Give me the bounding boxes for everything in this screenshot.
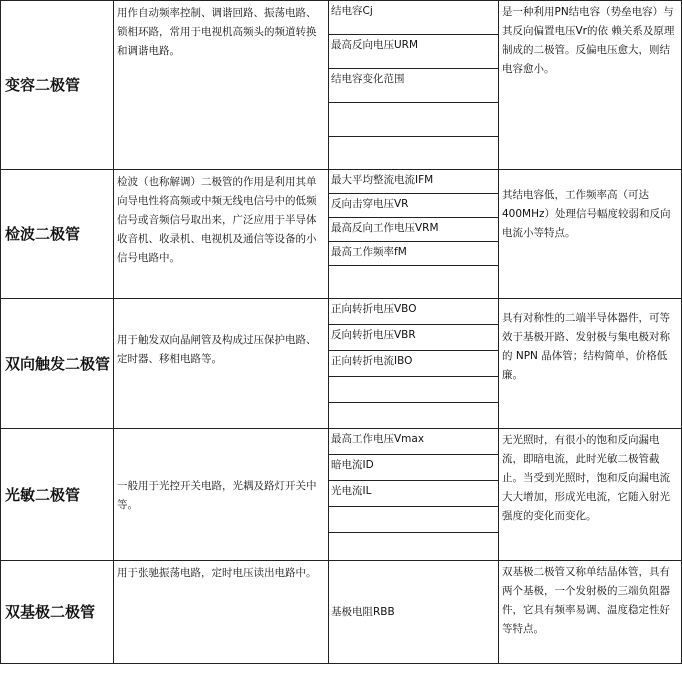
usage-cell: 用于触发双向晶闸管及构成过压保护电路、定时器、移相电路等。 — [114, 299, 329, 429]
feature-cell: 其结电容低，工作频率高（可达400MHz）处理信号幅度较弱和反向电流小等特点。 — [499, 170, 682, 299]
feature-cell: 双基极二极管又称单结晶体管，具有两个基极，一个发射极的三端负阻器件，它具有频率易调、温度稳定性好等特点。 — [499, 561, 682, 664]
parameter-cell: 结电容变化范围 — [329, 69, 499, 103]
parameter-cell: 反向击穿电压VR — [329, 194, 499, 218]
parameter-cell: 最高工作电压Vmax — [329, 429, 499, 455]
parameter-cell: 正向转折电压VBO — [329, 299, 499, 325]
diode-name-cell: 光敏二极管 — [1, 429, 114, 561]
parameter-cell — [329, 103, 499, 137]
parameter-cell — [329, 507, 499, 533]
usage-cell: 检波（也称解调）二极管的作用是利用其单向导电性将高频或中频无线电信号中的低频信号或音频信号取出来，广泛应用于半导体收音机、收录机、电视机及通信等设备的小信号电路中。 — [114, 170, 329, 299]
usage-cell: 用作自动频率控制、调谐回路、振荡电路、锁相环路，常用于电视机高频头的频道转换和调谐电路。 — [114, 1, 329, 170]
parameter-cell: 最高反向工作电压VRM — [329, 218, 499, 242]
parameter-cell — [329, 266, 499, 299]
parameter-cell: 正向转折电流IBO — [329, 351, 499, 377]
parameter-cell — [329, 403, 499, 429]
feature-cell: 具有对称性的二端半导体器件，可等效于基极开路、发射极与集电极对称的 NPN 晶体管；结构简单，价格低廉。 — [499, 299, 682, 429]
usage-cell: 一般用于光控开关电路，光耦及路灯开关中等。 — [114, 429, 329, 561]
parameter-cell: 结电容Cj — [329, 1, 499, 35]
parameter-cell: 基极电阻RBB — [329, 561, 499, 664]
usage-cell: 用于张驰振荡电路，定时电压读出电路中。 — [114, 561, 329, 664]
parameter-cell — [329, 533, 499, 561]
parameter-cell: 最大平均整流电流IFM — [329, 170, 499, 194]
parameter-cell: 光电流IL — [329, 481, 499, 507]
parameter-cell: 最高反向电压URM — [329, 35, 499, 69]
feature-cell: 无光照时，有很小的饱和反向漏电流，即暗电流，此时光敏二极管截止。当受到光照时，饱和反向漏电流大大增加，形成光电流，它随入射光强度的变化而变化。 — [499, 429, 682, 561]
diode-name-cell: 变容二极管 — [1, 1, 114, 170]
parameter-cell — [329, 377, 499, 403]
parameter-cell: 暗电流ID — [329, 455, 499, 481]
feature-cell: 是一种利用PN结电容（势垒电容）与其反向偏置电压Vr的依 赖关系及原理制成的二极管。反偏电压愈大，则结电容愈小。 — [499, 1, 682, 170]
diode-name-cell: 双向触发二极管 — [1, 299, 114, 429]
parameter-cell: 最高工作频率fM — [329, 242, 499, 266]
diode-name-cell: 检波二极管 — [1, 170, 114, 299]
parameter-cell: 反向转折电压VBR — [329, 325, 499, 351]
parameter-cell — [329, 137, 499, 170]
diode-name-cell: 双基极二极管 — [1, 561, 114, 664]
